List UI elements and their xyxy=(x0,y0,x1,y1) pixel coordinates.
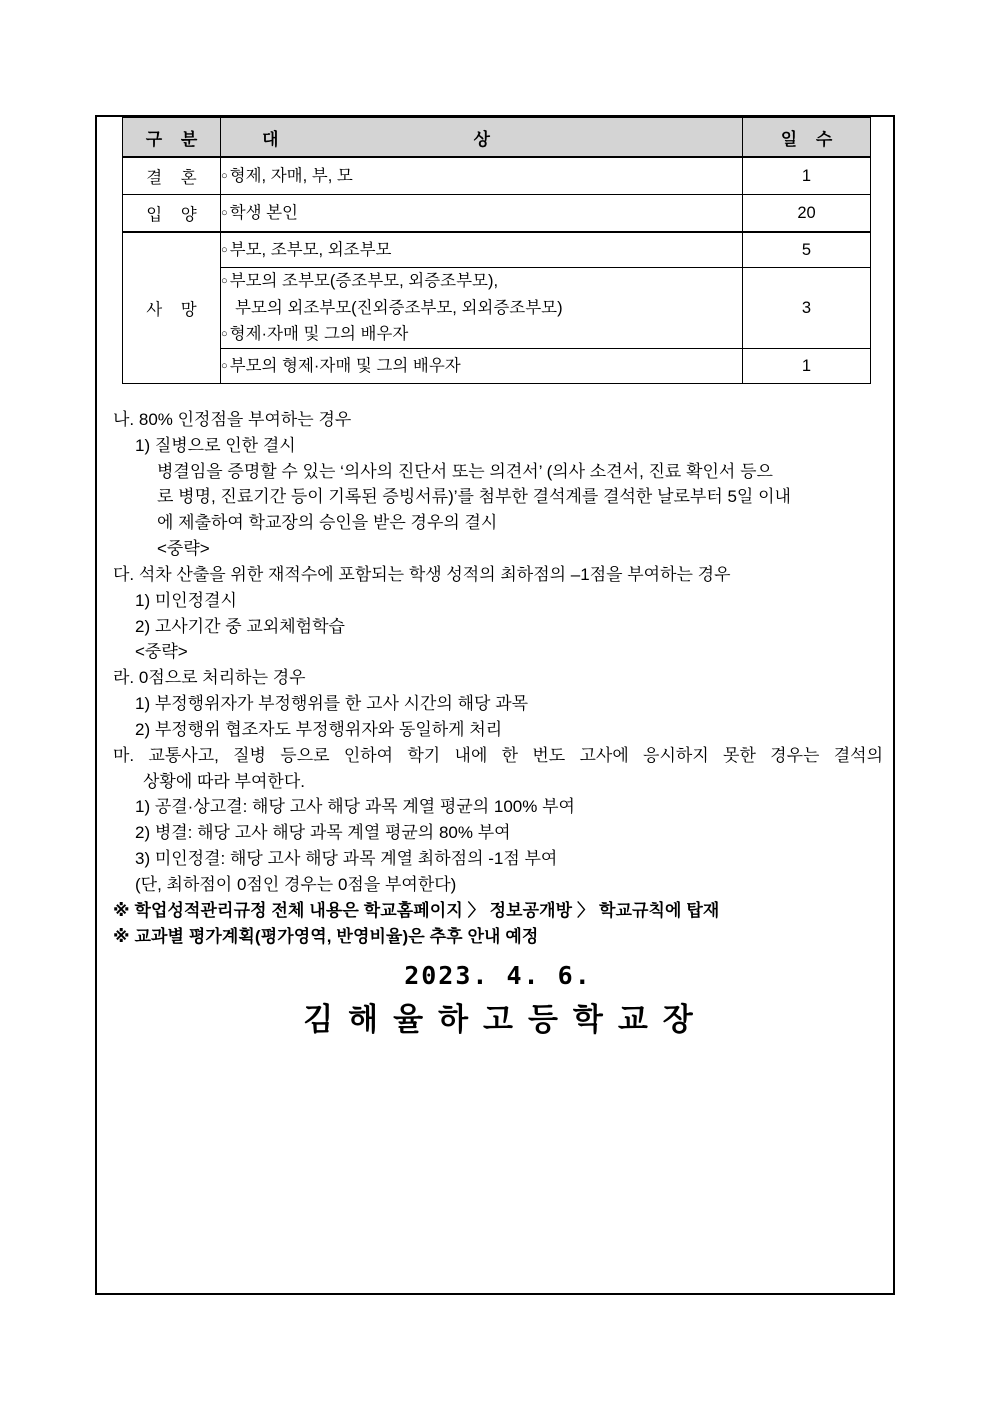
target-line: 학생 본인 xyxy=(229,203,298,222)
target-line: 부모의 형제·자매 및 그의 배우자 xyxy=(229,356,461,375)
cell-target xyxy=(221,195,743,233)
bullet-circle-icon: ○ xyxy=(221,243,228,256)
table-header-row xyxy=(123,118,871,158)
section-ra-item-2: 2) 부정행위 협조자도 부정행위자와 동일하게 처리 xyxy=(135,719,503,739)
section-na-heading: 나. 80% 인정점을 부여하는 경우 xyxy=(113,410,352,429)
target-line: 부모, 조부모, 외조부모 xyxy=(229,240,392,259)
table-body xyxy=(123,157,871,384)
bullet-circle-icon: ○ xyxy=(221,275,228,287)
target-line: 형제, 자매, 부, 모 xyxy=(229,166,353,185)
header-days: 일 수 xyxy=(743,118,871,158)
table-row xyxy=(123,232,871,268)
cell-target xyxy=(221,268,743,349)
section-na-item-1-body-line-2: 로 병명, 진료기간 등이 기록된 증빙서류)’를 첨부한 결석계를 결석한 날로부터 5일 이내 xyxy=(157,487,791,507)
signature-school: 김해율하고등학교장 xyxy=(303,1002,708,1038)
cell-target xyxy=(221,157,743,195)
target-line: 형제·자매 및 그의 배우자 xyxy=(229,325,409,344)
notice-2: ※ 교과별 평가계획(평가영역, 반영비율)은 추후 안내 예정 xyxy=(113,926,539,946)
section-ma-heading-line-1: 마. 교통사고, 질병 등으로 인하여 학기 내에 한 번도 고사에 응시하지 못한 경우는 결석의 xyxy=(113,745,883,765)
header-target-left: 대 xyxy=(262,129,279,149)
section-na-item-1-body-line-1: 병결임을 증명할 수 있는 ‘의사의 진단서 또는 의견서’ (의사 소견서, 진료 확인서 등으 xyxy=(157,461,773,481)
signature-date: 2023. 4. 6. xyxy=(404,961,592,991)
bullet-circle-icon: ○ xyxy=(221,169,228,182)
target-line: 부모의 외조부모(진외증조부모, 외외증조부모) xyxy=(235,298,563,317)
section-ma-note: (단, 최하점이 0점인 경우는 0점을 부여한다) xyxy=(135,874,457,894)
cell-days: 3 xyxy=(743,268,871,349)
table-row xyxy=(123,349,871,384)
bullet-circle-icon: ○ xyxy=(221,359,228,372)
section-na-item-1-body-line-3: 에 제출하여 학교장의 승인을 받은 경우의 결시 xyxy=(157,513,498,533)
target-line: 부모의 조부모(증조부모, 외증조부모), xyxy=(229,272,499,290)
section-ra-item-1: 1) 부정행위자가 부정행위를 한 고사 시간의 해당 과목 xyxy=(135,694,529,714)
header-target xyxy=(221,118,743,158)
table-row xyxy=(123,157,871,195)
section-ma-item-3: 3) 미인정결: 해당 고사 해당 과목 계열 최하점의 -1점 부여 xyxy=(135,849,558,869)
bullet-circle-icon: ○ xyxy=(221,206,228,219)
header-category: 구 분 xyxy=(123,118,221,158)
header-target-right: 상 xyxy=(473,129,490,149)
cell-days: 5 xyxy=(743,232,871,268)
section-ma-item-1: 1) 공결·상고결: 해당 고사 해당 과목 계열 평균의 100% 부여 xyxy=(135,797,575,817)
cell-target xyxy=(221,349,743,384)
table-row xyxy=(123,268,871,349)
section-ra-heading: 라. 0점으로 처리하는 경우 xyxy=(113,668,306,688)
notice-1: ※ 학업성적관리규정 전체 내용은 학교홈페이지 〉 정보공개방 〉 학교규칙에 탑재 xyxy=(113,900,720,920)
document-prose xyxy=(113,407,883,1038)
table-row xyxy=(123,195,871,233)
absence-days-table xyxy=(122,117,871,384)
bullet-circle-icon: ○ xyxy=(221,328,228,341)
cell-days: 1 xyxy=(743,157,871,195)
cell-category: 입 양 xyxy=(123,195,221,233)
document-page-border xyxy=(95,115,895,1295)
cell-days: 1 xyxy=(743,349,871,384)
section-da-item-2: 2) 고사기간 중 교외체험학습 xyxy=(135,616,345,636)
cell-category-death: 사 망 xyxy=(123,232,221,384)
table-header xyxy=(123,118,871,158)
section-ma-item-2: 2) 병결: 해당 고사 해당 과목 계열 평균의 80% 부여 xyxy=(135,823,511,843)
cell-category: 결 혼 xyxy=(123,157,221,195)
section-da-omission: <중략> xyxy=(135,642,188,662)
section-na-item-1: 1) 질병으로 인한 결시 xyxy=(135,435,296,455)
section-da-item-1: 1) 미인정결시 xyxy=(135,590,237,610)
cell-target xyxy=(221,232,743,268)
section-da-heading: 다. 석차 산출을 위한 재적수에 포함되는 학생 성적의 최하점의 –1점을 부여하는 경우 xyxy=(113,564,731,584)
section-ma-heading-line-2: 상황에 따라 부여한다. xyxy=(143,771,305,791)
section-na-omission: <중략> xyxy=(157,539,210,559)
cell-days: 20 xyxy=(743,195,871,233)
